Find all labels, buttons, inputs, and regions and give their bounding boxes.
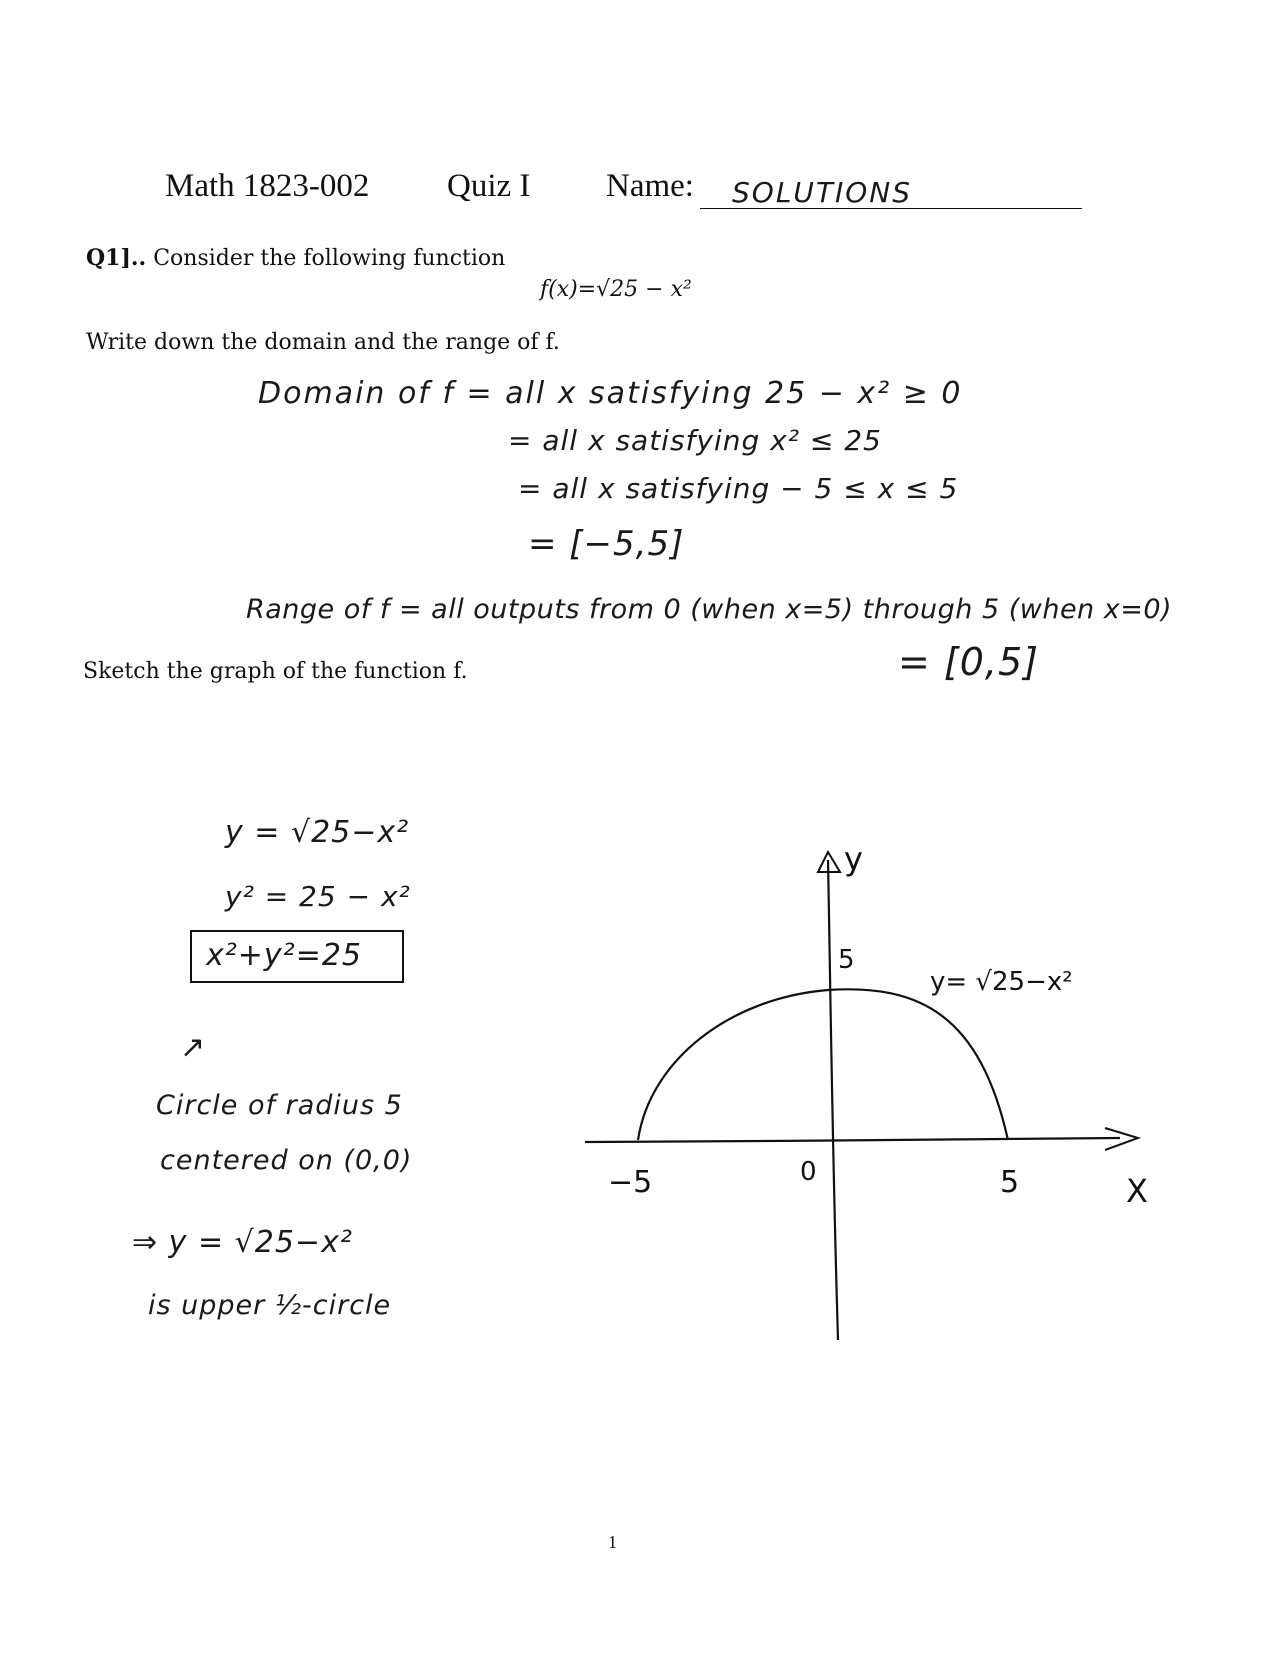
sketch-task: Sketch the graph of the function f. [83,659,468,684]
note-line-3: ⇒ y = √25−x² [132,1225,353,1260]
origin-label: 0 [800,1157,817,1187]
y-axis-label: y [844,840,863,878]
course-title: Math 1823-002 [165,168,370,204]
quiz-title: Quiz I [447,168,531,204]
question-heading [86,245,505,271]
note-line-1: Circle of radius 5 [156,1090,403,1121]
page-number: 1 [608,1532,617,1552]
derivation-line-2: y² = 25 − x² [225,880,411,913]
range-line: Range of f = all outputs from 0 (when x=5) through 5 (when x=0) [246,594,1173,625]
domain-line-2: = all x satisfying x² ≤ 25 [508,424,882,457]
domain-line-1: Domain of f = all x satisfying 25 − x² ≥ 0 [258,376,963,411]
derivation-line-1: y = √25−x² [225,815,410,850]
domain-range-task: Write down the domain and the range of f. [86,330,560,355]
name-value: SOLUTIONS [732,176,913,209]
name-label: Name: [606,168,694,204]
note-line-4: is upper ½-circle [148,1290,392,1321]
note-line-2: centered on (0,0) [160,1145,413,1176]
question-number: Q1].. [86,245,147,271]
circle-equation-box: x²+y²=25 [190,930,404,983]
function-formula: f(x)=√25 − x² [540,277,692,302]
x-axis-label: X [1126,1172,1148,1210]
x-max-label: 5 [1000,1165,1020,1200]
graph-sketch [560,840,1180,1350]
x-min-label: −5 [608,1165,653,1200]
domain-result: = [−5,5] [528,524,685,564]
x-axis [585,1138,1120,1142]
domain-line-3: = all x satisfying − 5 ≤ x ≤ 5 [518,472,959,505]
curve-label: y= √25−x² [930,967,1073,997]
y-axis [828,860,838,1340]
y-max-label: 5 [838,945,855,975]
range-result: = [0,5] [898,640,1040,684]
semicircle-curve [638,989,1008,1140]
box-arrow: ↗ [180,1030,207,1065]
name-underline [700,208,1082,209]
question-prompt: Consider the following function [153,246,506,271]
